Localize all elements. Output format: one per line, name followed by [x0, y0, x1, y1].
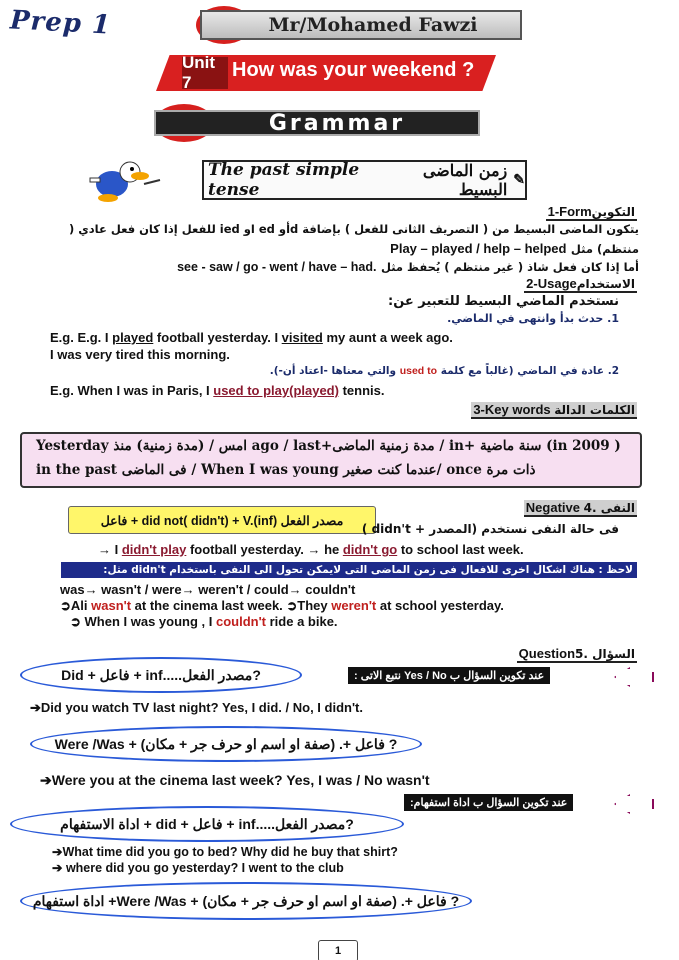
- usage-heading: [524, 276, 637, 293]
- tense-title-en: The past simple tense: [208, 160, 360, 200]
- form-heading-ar: التكوين: [591, 205, 635, 219]
- usage-example-2: E.g. When I was in Paris, I used to play(played) tennis.: [50, 383, 385, 398]
- usage-point-1: 1. حدث بدأ وانتهى في الماضي.: [447, 312, 619, 325]
- form-example-2: see - saw / go - went / have – had.: [177, 260, 377, 274]
- page-number: 1: [318, 940, 358, 960]
- keywords-box: [20, 432, 642, 488]
- form-rule-1b: منتظم) مثل: [570, 242, 639, 256]
- question-tag-wh: عند تكوين السؤال ب اداة استفهام:: [404, 794, 573, 811]
- grammar-heading: Grammar: [154, 110, 480, 136]
- verb-couldnt: couldn't: [215, 614, 266, 629]
- verb-didnt-go: didn't go: [342, 542, 398, 557]
- unit-banner: [156, 55, 496, 91]
- negative-heading-en: Negative: [525, 500, 580, 515]
- keywords-heading-ar: الكلمات الدالة: [554, 403, 635, 417]
- negative-note: لاحظ : هناك اشكال اخرى للافعال فى زمن الماضى التى لايمكن تحول الى النفى باستخدام didn't مثل:: [61, 562, 637, 578]
- form-example-1: Play – played / help – helped: [390, 241, 567, 256]
- form-rule-1: يتكون الماضى البسيط من ( التصريف الثانى للفعل ) بإضافة dأو ed او ied للفعل إذا كان فعل عادي (: [68, 222, 639, 236]
- keywords-line-1: Yesterday امس / (مدة زمنية) منذ ago / last+مدة زمنية الماضى / in+ سنة ماضية (in 2009 ): [36, 438, 621, 454]
- prep-label: Prep 1: [9, 5, 112, 41]
- negative-examples: → I didn't play football yesterday. → he didn't go to school last week.: [98, 542, 524, 557]
- negative-example-3: ➲ When I was young , I couldn't ride a bike.: [70, 614, 338, 629]
- cartoon-duck-icon: [84, 158, 164, 204]
- tense-title-box: [202, 160, 527, 200]
- unit-title: How was your weekend ?: [232, 59, 475, 81]
- question-formula-was-were: Were /Was + فاعل +. (صفة او اسم او حرف جر + مكان) ?: [30, 726, 422, 762]
- unit-number: Unit 7: [182, 57, 228, 89]
- used-to-keyword: used to: [399, 365, 438, 377]
- form-rule-2: أما إذا كان فعل شاذ ( غير منتظم ) يُحفظ مثل: [380, 260, 639, 274]
- verb-visited: visited: [281, 330, 323, 345]
- question-tag-yes-no: عند تكوين السؤال ب Yes / No نتبع الاتى :: [348, 667, 550, 684]
- negative-formula: فاعل + did not( didn't) + V.(inf) مصدر الفعل: [68, 506, 376, 534]
- negative-forms: was→ wasn't / were→ weren't / could→ couldn't: [60, 582, 356, 597]
- negative-heading: [524, 500, 637, 517]
- question-heading-ar: 5. السؤال: [575, 647, 635, 661]
- verb-played: played: [112, 330, 154, 345]
- form-heading-en: 1-Form: [547, 204, 592, 219]
- negative-rule: فى حالة النفى نستخدم (المصدر + didn't ): [361, 522, 619, 536]
- verb-werent: weren't: [331, 598, 377, 613]
- verb-didnt-play: didn't play: [121, 542, 187, 557]
- usage-intro: نستخدم الماضي البسيط للتعبير عن:: [388, 294, 619, 309]
- usage-heading-en: 2-Usage: [526, 276, 577, 291]
- usage-point-2: 2. عادة في الماضي (غالباً مع كلمة used to والتي معناها -اعتاد أن-).: [269, 365, 619, 377]
- arrow-left-icon: [614, 667, 654, 687]
- keywords-line-2: in the past فى الماضى / When I was young عندما كنت صغير/ once ذات مرة: [36, 462, 536, 478]
- verb-wasnt: wasn't: [91, 598, 132, 613]
- keywords-heading: [471, 402, 637, 419]
- keywords-heading-en: 3-Key words: [473, 402, 551, 417]
- question-example-3: ➔What time did you go to bed? Why did he buy that shirt?: [52, 845, 398, 859]
- question-heading-en: Question: [518, 646, 576, 661]
- pencil-icon: ✎: [513, 172, 525, 188]
- question-heading: [517, 646, 637, 663]
- form-heading: [546, 204, 637, 221]
- question-example-4: ➔ where did you go yesterday? I went to the club: [52, 861, 344, 875]
- form-rule-2-row: [39, 258, 639, 276]
- arrow-left-icon: [614, 794, 654, 814]
- question-example-1: ➔Did you watch TV last night? Yes, I did. / No, I didn't.: [30, 700, 363, 715]
- question-example-2: ➔Were you at the cinema last week? Yes, I was / No wasn't: [40, 772, 430, 788]
- tense-title-ar: زمن الماضى البسيط: [422, 161, 508, 199]
- question-formula-yes-no: Did + فاعل + inf.....مصدر الفعل?: [20, 657, 302, 693]
- question-formula-wh-was-were: اداة استفهام +Were /Was + فاعل +. (صفة او اسم او حرف جر + مكان) ?: [20, 882, 472, 920]
- negative-heading-ar: 4. النفى: [583, 501, 635, 515]
- usage-heading-ar: الاستخدام: [576, 277, 635, 291]
- teacher-banner: Mr/Mohamed Fawzi: [200, 10, 522, 40]
- verb-used-to-play: used to play(played): [213, 383, 339, 398]
- usage-example-1: E.g. E.g. I played football yesterday. I visited my aunt a week ago.: [50, 330, 453, 345]
- form-rule-1b-row: [39, 240, 639, 258]
- usage-example-1-line2: I was very tired this morning.: [50, 347, 230, 362]
- negative-example-2: ➲Ali wasn't at the cinema last week. ➲They weren't at school yesterday.: [60, 598, 504, 613]
- question-formula-wh-did: اداة الاستفهام + did + فاعل + inf.....مصدر الفعل?: [10, 806, 404, 842]
